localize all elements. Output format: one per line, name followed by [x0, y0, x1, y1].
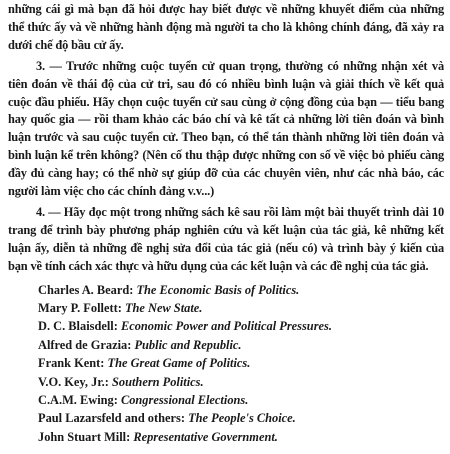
- reference-title: The Great Game of Politics.: [107, 356, 251, 371]
- reference-item: [38, 281, 444, 299]
- reference-title: The Economic Basis of Politics.: [136, 282, 300, 297]
- reference-item: [38, 336, 444, 354]
- reference-author: D. C. Blaisdell:: [38, 319, 121, 334]
- document-page: [8, 1, 444, 446]
- reference-item: [38, 391, 444, 409]
- reference-title: Congressional Elections.: [120, 393, 249, 408]
- paragraph-exercise-3: 3. — Trước những cuộc tuyển cử quan trọng, thường có những nhận xét và tiên đoán về thái độ của cử tri, sau đó có nhiều bình luận và giải thích về kết quả cuộc đầu phiếu. Hãy chọn cuộc tuyển cử sau cùng ở cộng đồng của bạn — tiểu bang hay quốc gia — rồi tham khảo các báo chí và kê tất cả những lời tiên đoán và bình luận trước và sau cuộc tuyển cử. Theo bạn, có thể tán thành những lời tiên đoán và bình luận kể trên không? (Nên cố thu thập được những con số về việc bỏ phiếu càng đầy đủ càng hay; có thể nhờ sự giúp đỡ của các chuyên viên, như các nhà báo, các người làm việc cho các chính đảng v.v...): [8, 58, 444, 199]
- paragraph-exercise-4: 4. — Hãy đọc một trong những sách kê sau rồi làm một bài thuyết trình dài 10 trang để trình bày phương pháp nghiên cứu và kết luận của tác giả, kê những kết luận ấy, diễn tả những đề nghị sửa đổi của tác giả (nếu có) và trình bày ý kiến của bạn về tính cách xác thực và hữu dụng của các kết luận và các đề nghị của tác giả.: [8, 204, 444, 273]
- reference-item: [38, 409, 444, 427]
- reference-item: [38, 428, 444, 446]
- reference-item: [38, 299, 444, 317]
- reference-title: Economic Power and Political Pressures.: [120, 319, 332, 334]
- reference-title: Southern Politics.: [112, 374, 204, 389]
- reference-author: Frank Kent:: [38, 356, 108, 371]
- reference-item: [38, 354, 444, 372]
- reference-item: [38, 373, 444, 391]
- reference-author: Paul Lazarsfeld and others:: [38, 411, 189, 426]
- reference-title: The New State.: [124, 301, 203, 315]
- reference-list: [8, 281, 444, 447]
- reference-title: Public and Republic.: [134, 337, 242, 352]
- reference-title: The People's Choice.: [188, 411, 296, 426]
- reference-author: Alfred de Grazia:: [38, 337, 135, 352]
- reference-author: John Stuart Mill:: [38, 429, 134, 444]
- reference-author: C.A.M. Ewing:: [38, 393, 121, 408]
- paragraph-continued: những cái gì mà bạn đã hỏi được hay biết được về những khuyết điểm của những thể thức ấy và về những hành động mà người ta cho là không chính đáng, đã xảy ra dưới chế độ bầu cử ấy.: [8, 2, 444, 52]
- reference-author: V.O. Key, Jr.:: [38, 374, 113, 389]
- reference-author: Mary P. Follett:: [38, 301, 125, 315]
- reference-item: [38, 317, 444, 335]
- reference-author: Charles A. Beard:: [38, 282, 137, 297]
- reference-title: Representative Government.: [133, 429, 278, 444]
